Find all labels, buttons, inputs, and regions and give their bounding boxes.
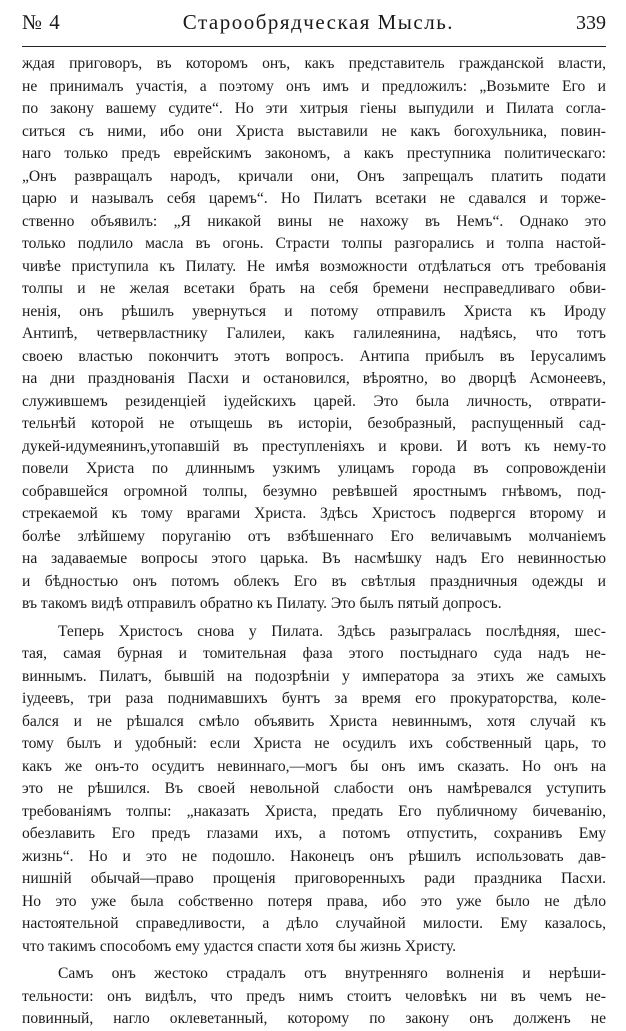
text-line: повели Христа по длиннымъ узкимъ улицамъ города въ сопровожденіи xyxy=(22,460,606,477)
text-line: на дни празднованія Пасхи и остановился, вѣроятно, во дворцѣ Асмонеевъ, xyxy=(22,370,606,387)
text-line: въ такомъ видѣ отправилъ обратно къ Пилату. Это былъ пятый допросъ. xyxy=(22,595,502,612)
text-line: тельности: онъ видѣлъ, что предъ нимъ стоитъ человѣкъ ни въ чемъ не- xyxy=(22,987,606,1005)
journal-title: Старообрядческая Мысль. xyxy=(182,10,455,34)
text-line: толпы и не желая всетаки брать на себя бремени несправедливаго обви- xyxy=(22,280,606,297)
text-line: какъ же онъ-то осудитъ невиннаго,—могъ бы онъ имъ сказать. Но онъ на xyxy=(22,757,606,775)
running-header xyxy=(22,10,606,40)
text-line: служившемъ резиденціей іудейскихъ царей. Это была личность, отврати- xyxy=(22,392,606,410)
text-line: царю и называлъ себя царемъ“. Но Пилатъ всетаки не сдавался и торже- xyxy=(22,190,606,207)
text-line: настоятельной справедливости, а дѣло случайной милости. Ему казалось, xyxy=(22,915,606,932)
text-line: Самъ онъ жестоко страдалъ отъ внутренняго волненія и нерѣши- xyxy=(58,965,606,982)
text-line: „Онъ развращалъ народъ, кричали они, Онъ запрещалъ платить подати xyxy=(22,167,606,185)
paragraph xyxy=(22,53,606,616)
text-line: и бѣдностью онъ потомъ облекъ Его въ свѣтлыя праздничныя одежды и xyxy=(22,572,606,590)
text-line: нишній обычай—право прощенія приговоренныхъ ради праздника Пасхи. xyxy=(22,870,606,887)
text-line: Но это уже была собственно потеря права, ибо это уже было не дѣло xyxy=(22,892,606,910)
text-line: на задаваемые вопросы этого царька. Въ насмѣшку надъ Его невинностью xyxy=(22,550,606,567)
text-line: требованіямъ толпы: „наказать Христа, предать Его публичному бичеванію, xyxy=(22,802,606,820)
text-line: наго только предъ еврейскимъ закономъ, а какъ преступника политическаго: xyxy=(22,145,606,162)
text-line: чивѣе приступила къ Пилату. Не имѣя возможности отдѣлаться отъ требованія xyxy=(22,257,606,275)
text-line: только подлило масла въ огонь. Страсти толпы разгорались и толпа настой- xyxy=(22,235,606,252)
text-line: виннымъ. Пилатъ, бывшій на подозрѣніи у императора за этихъ же самыхъ xyxy=(22,667,606,685)
text-line: жизнь“. Но и это не подошло. Наконецъ онъ рѣшилъ использовать дав- xyxy=(22,847,606,865)
text-line: что такимъ способомъ ему удастся спасти хотя бы жизнь Христу. xyxy=(22,937,456,955)
text-line: іудеевъ, три раза поднимавшихъ бунтъ за время его прокураторства, коле- xyxy=(22,690,606,707)
text-line: ждая приговоръ, въ которомъ онъ, какъ представитель гражданской власти, xyxy=(22,55,606,72)
text-line: Антипѣ, четвервластнику Галилеи, какъ галилеянина, надѣясь, что тотъ xyxy=(22,325,606,342)
paragraph xyxy=(22,621,606,959)
paragraph xyxy=(22,963,606,1031)
text-line: собравшейся огромной толпы, безумно ревѣвшей яростнымъ гнѣвомъ, под- xyxy=(22,482,606,500)
body-text xyxy=(22,53,606,1031)
issue-number: № 4 xyxy=(22,10,61,34)
text-line: стрекаемой къ тому врагами Христа. Здѣсь Христосъ подвергся второму и xyxy=(22,505,606,522)
text-line: болѣе злѣйшему поруганію отъ взбѣшеннаго Его величавымъ молчаніемъ xyxy=(22,527,606,545)
text-line: дукей-идумеянинъ,утопавшій въ преступленіяхъ и крови. И вотъ къ нему-то xyxy=(22,437,606,455)
header-rule xyxy=(22,46,606,47)
text-line: повинный, нагло оклеветанный, которому по закону онъ долженъ не xyxy=(22,1010,606,1027)
text-line: ненія, онъ рѣшилъ увернуться и потому отправилъ Христа къ Ироду xyxy=(22,302,606,320)
text-line: тая, самая бурная и томительная фаза этого постыднаго суда надъ не- xyxy=(22,645,606,662)
text-line: по закону вашему судите“. Но эти хитрыя гіены выпудили и Пилата согла- xyxy=(22,100,606,117)
text-line: Теперь Христосъ снова у Пилата. Здѣсь разыгралась послѣдняя, шес- xyxy=(58,622,606,640)
page-number: 339 xyxy=(576,12,606,34)
text-line: тельнѣй которой не отыщешь въ исторіи, безобразный, распущенный сад- xyxy=(22,415,606,432)
text-line: бался и не рѣшался смѣло объявить Христа невиннымъ, хотя случай къ xyxy=(22,712,606,730)
text-line: тому былъ и удобный: если Христа не осудилъ ихъ собственный царь, то xyxy=(22,735,606,752)
text-line: ситься съ ними, ибо они Христа выставили не какъ богохульника, повин- xyxy=(22,122,606,140)
text-line: обезлавить Его предъ глазами ихъ, а потомъ отпустить, сохранивъ Ему xyxy=(22,825,606,842)
text-line: своею властью покончитъ этотъ вопросъ. Антипа прибылъ въ Іерусалимъ xyxy=(22,347,606,365)
text-line: это не рѣшился. Въ своей невольной слабости онъ намѣревался уступить xyxy=(22,780,606,797)
text-line: ственно объявилъ: „Я никакой вины не нахожу въ Немъ“. Однако это xyxy=(22,212,606,230)
text-line: не принималъ участія, а поэтому онъ имъ и предложилъ: „Возьмите Его и xyxy=(22,77,606,95)
